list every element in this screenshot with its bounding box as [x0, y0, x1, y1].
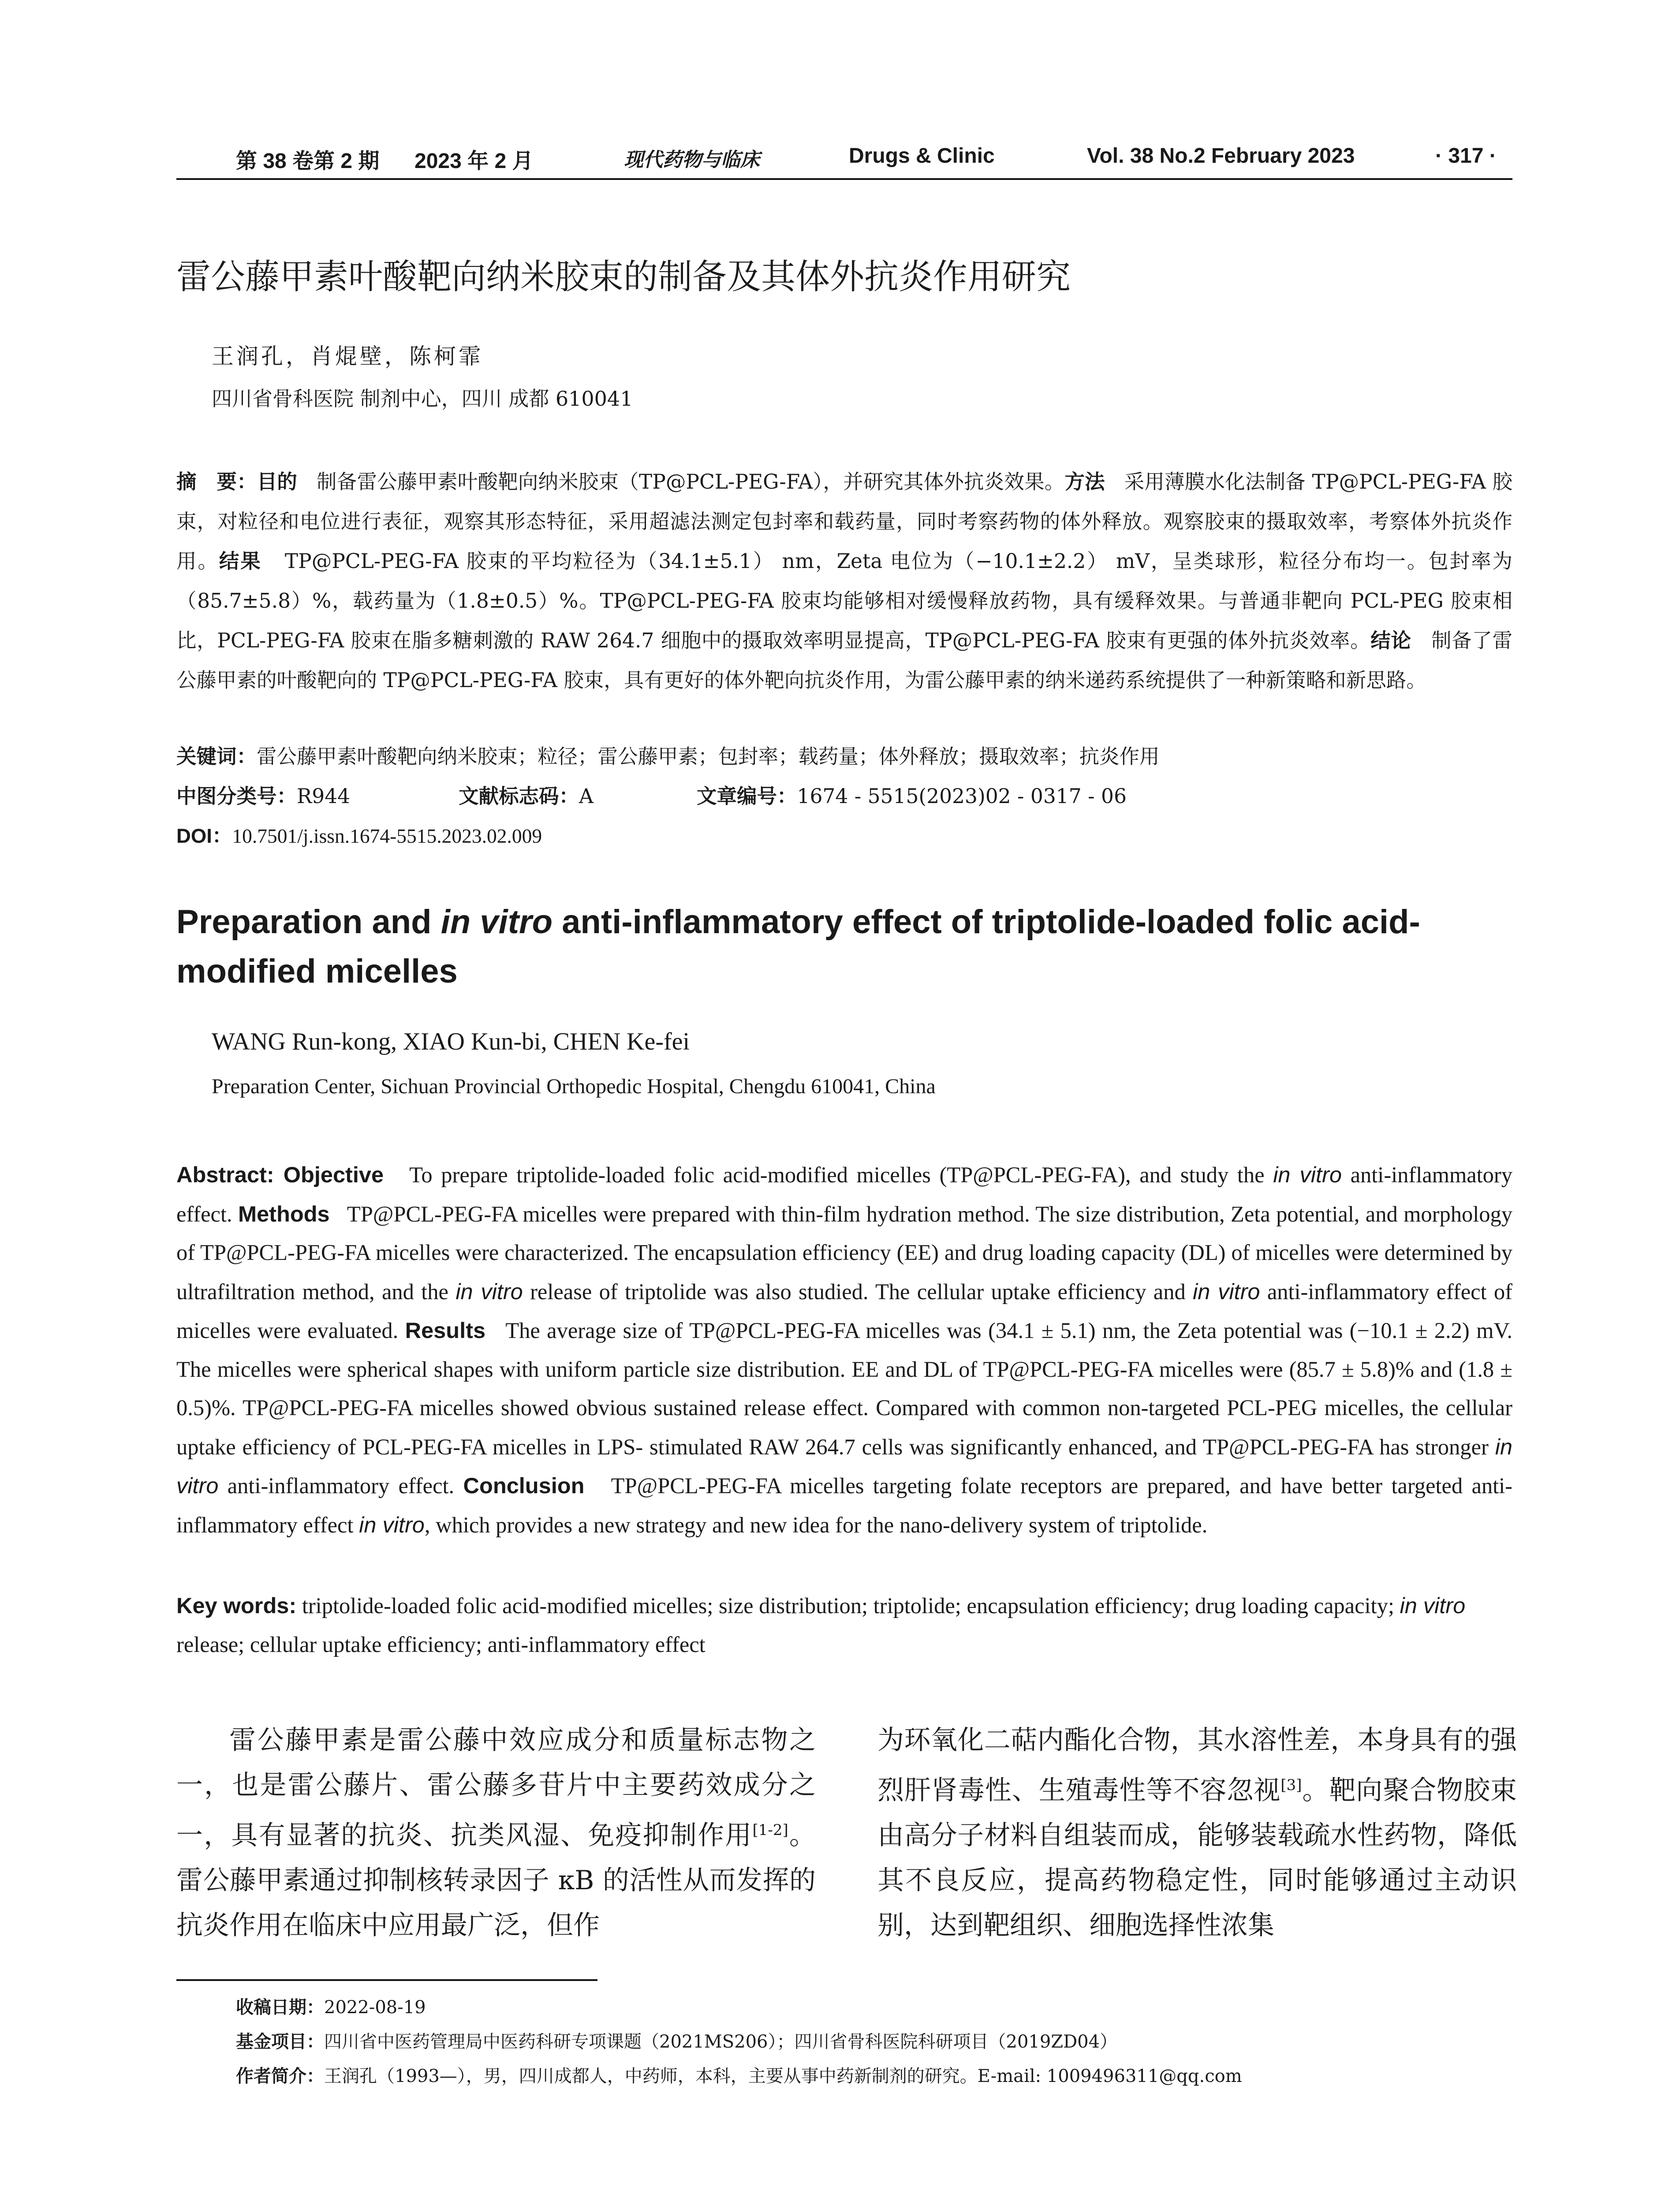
header-journal-cn: 现代药物与临床 — [624, 149, 760, 171]
citation-link[interactable]: [3] — [1281, 1776, 1302, 1794]
doc-code-label: 文献标志码： — [459, 785, 579, 807]
header-date-cn: 2023 年 2 月 — [414, 149, 534, 173]
body-text: 。靶向聚合物胶束由高分子材料自组装而成，能够装载疏水性药物，降低其不良反应，提高药物稳定性，同时能够通过主动识别，达到靶组织、细胞选择性浓集 — [877, 1775, 1517, 1941]
abstract-cn-methods: 采用薄膜水化法制备 TP@PCL-PEG-FA 胶束，对粒径和电位进行表征，观察其形态特征，采用超滤法测定包封率和载药量，同时考察药物的体外释放。观察胶束的摄取效率，考察体外抗炎作用。 — [176, 470, 1512, 573]
abstract-en-italic: in vitro — [359, 1512, 425, 1537]
abstract-cn-objective: 制备雷公藤甲素叶酸靶向纳米胶束（TP@PCL-PEG-FA），并研究其体外抗炎效果。 — [317, 470, 1065, 493]
footnote-received — [236, 1993, 426, 2018]
abstract-en-results-label: Results — [405, 1318, 486, 1343]
abstract-cn-conclusion: 制备了雷公藤甲素的叶酸靶向的 TP@PCL-PEG-FA 胶束，具有更好的体外靶向抗炎作用，为雷公藤甲素的纳米递药系统提供了一种新策略和新思路。 — [176, 629, 1512, 692]
footnote-label: 作者简介： — [236, 2067, 324, 2086]
body-text: 。雷公藤甲素通过抑制核转录因子 κB 的活性从而发挥的抗炎作用在临床中应用最广泛，但作 — [176, 1820, 816, 1941]
footnote-rule — [176, 1979, 597, 1981]
clc-value: R944 — [297, 785, 351, 808]
clc-label: 中图分类号： — [176, 785, 297, 807]
keywords-en-text: triptolide-loaded folic acid-modified micelles; size distribution; triptolide; encapsulation efficiency; drug loading capacity; — [296, 1593, 1400, 1618]
footnote-text: 王润孔（1993—），男，四川成都人，中药师，本科，主要从事中药新制剂的研究。E-mail: 1009496311@qq.com — [324, 2066, 1242, 2086]
abstract-en-results: anti-inflammatory effect. — [218, 1473, 463, 1498]
abstract-en-methods: TP@PCL-PEG-FA micelles were prepared with thin-film hydration method. The size distribution, Zeta potential, and morphology of TP@PCL-PEG-FA micelles were characterized. The encapsulation efficiency (EE) and drug loading capacity (DL) of micelles were determined by ultrafiltration method, and the — [176, 1201, 1513, 1304]
body-column-left — [176, 1718, 816, 1948]
body-column-right — [877, 1718, 1517, 1948]
header-page-number: · 317 · — [1435, 144, 1497, 168]
keywords-english — [176, 1586, 1512, 1664]
footnote-text: 四川省中医药管理局中医药科研专项课题（2021MS206）；四川省骨科医院科研项目（2019ZD04） — [324, 2032, 1118, 2052]
abstract-en-methods: release of triptolide was also studied. The cellular uptake efficiency and — [523, 1279, 1193, 1304]
footnote-fund — [236, 2028, 1117, 2053]
classification-line — [176, 781, 1512, 809]
title-en-italic: in vitro — [441, 903, 553, 941]
abstract-en-italic: in vitro — [1273, 1162, 1342, 1187]
doi-line — [176, 820, 1512, 849]
doi-label: DOI： — [176, 825, 232, 847]
keywords-cn-label: 关键词： — [176, 745, 257, 768]
keywords-en-label: Key words: — [176, 1593, 297, 1618]
abstract-cn-results-label: 结果 — [219, 550, 262, 572]
affiliation-english: Preparation Center, Sichuan Provincial Orthopedic Hospital, Chengdu 610041, China — [212, 1075, 936, 1098]
abstract-en-results: The average size of TP@PCL-PEG-FA micelles was (34.1 ± 5.1) nm, the Zeta potential was (−10.1 ± 2.2) mV. The micelles were spherical shapes with uniform particle size distribution. EE and DL of TP@PCL-PEG-FA micelles were (85.7 ± 5.8)% and (1.8 ± 0.5)%. TP@PCL-PEG-FA micelles showed obvious sustained release effect. Compared with common non-targeted PCL-PEG micelles, the cellular uptake efficiency of PCL-PEG-FA micelles in LPS- stimulated RAW 264.7 cells was significantly enhanced, and TP@PCL-PEG-FA has stronger — [176, 1318, 1512, 1459]
body-text: 为环氧化二萜内酯化合物，其水溶性差，本身具有的强烈肝肾毒性、生殖毒性等不容忽视 — [877, 1725, 1517, 1806]
abstract-en-conclusion-label: Conclusion — [463, 1473, 585, 1498]
abstract-en-conclusion: , which provides a new strategy and new idea for the nano-delivery system of triptolide. — [424, 1512, 1208, 1537]
header-volume-cn: 第 38 卷第 2 期 — [236, 149, 380, 173]
abstract-en-methods: anti-inflammatory effect of micelles were evaluated. — [176, 1279, 1512, 1343]
keywords-en-text: release; cellular uptake efficiency; anti-inflammatory effect — [176, 1632, 706, 1657]
keywords-cn-text: 雷公藤甲素叶酸靶向纳米胶束；粒径；雷公藤甲素；包封率；载药量；体外释放；摄取效率；抗炎作用 — [257, 745, 1160, 768]
article-number-value: 1674 - 5515(2023)02 - 0317 - 06 — [797, 785, 1127, 808]
abstract-en-italic: in vitro — [1193, 1278, 1260, 1304]
title-chinese: 雷公藤甲素叶酸靶向纳米胶束的制备及其体外抗炎作用研究 — [176, 257, 1071, 297]
authors-chinese: 王润孔，肖焜壁，陈柯霏 — [212, 344, 483, 369]
abstract-cn-label: 摘 要： — [176, 471, 257, 493]
article-number-label: 文章编号： — [697, 785, 797, 807]
abstract-cn-results: TP@PCL-PEG-FA 胶束的平均粒径为（34.1±5.1） nm，Zeta 电位为（−10.1±2.2） mV，呈类球形，粒径分布均一。包封率为（85.7±5.8）%，载药量为（1.8±0.5）%。TP@PCL-PEG-FA 胶束均能够相对缓慢释放药物，具有缓释效果。与普通非靶向 PCL-PEG 胶束相比，PCL-PEG-FA 胶束在脂多糖刺激的 RAW 264.7 细胞中的摄取效率明显提高，TP@PCL-PEG-FA 胶束有更强的体外抗炎效率。 — [176, 549, 1512, 652]
abstract-en-italic: in vitro — [176, 1434, 1512, 1498]
abstract-cn-methods-label: 方法 — [1064, 471, 1105, 493]
footnote-label: 收稿日期： — [236, 1998, 324, 2017]
abstract-cn-objective-label: 目的 — [257, 471, 298, 493]
abstract-en-italic: in vitro — [455, 1278, 523, 1304]
abstract-en-label: Abstract: Objective — [176, 1162, 384, 1187]
title-english — [176, 897, 1512, 996]
abstract-english — [176, 1155, 1512, 1544]
header-volume-en: Vol. 38 No.2 February 2023 — [1087, 144, 1355, 168]
abstract-cn-conclusion-label: 结论 — [1370, 629, 1411, 652]
abstract-en-methods-label: Methods — [238, 1201, 330, 1226]
abstract-chinese — [176, 462, 1512, 700]
keywords-chinese — [176, 741, 1512, 770]
footnote-label: 基金项目： — [236, 2032, 324, 2052]
body-text: 雷公藤甲素是雷公藤中效应成分和质量标志物之一，也是雷公藤片、雷公藤多苷片中主要药效成分之一，具有显著的抗炎、抗类风湿、免疫抑制作用 — [176, 1725, 816, 1851]
footnote-author — [236, 2062, 1242, 2087]
footnote-text: 2022-08-19 — [324, 1997, 426, 2018]
affiliation-chinese: 四川省骨科医院 制剂中心，四川 成都 610041 — [212, 387, 633, 411]
header-rule — [176, 178, 1512, 180]
doi-link[interactable]: 10.7501/j.issn.1674-5515.2023.02.009 — [232, 825, 542, 847]
abstract-en-conclusion: TP@PCL-PEG-FA micelles targeting folate receptors are prepared, and have better targeted anti-inflammatory effect — [176, 1473, 1512, 1537]
title-en-part: Preparation and — [176, 903, 441, 941]
abstract-en-objective: To prepare triptolide-loaded folic acid-modified micelles (TP@PCL-PEG-FA), and study the — [409, 1162, 1273, 1187]
citation-link[interactable]: [1-2] — [752, 1821, 788, 1839]
abstract-en-objective: anti-inflammatory effect. — [176, 1162, 1512, 1226]
doc-code-value: A — [579, 785, 594, 808]
authors-english: WANG Run-kong, XIAO Kun-bi, CHEN Ke-fei — [212, 1028, 690, 1055]
header-journal-en: Drugs & Clinic — [849, 144, 995, 168]
running-header — [176, 140, 1512, 180]
title-en-part: anti-inflammatory effect of triptolide-loaded folic acid-modified micelles — [176, 903, 1420, 990]
keywords-en-italic: in vitro — [1400, 1593, 1466, 1618]
